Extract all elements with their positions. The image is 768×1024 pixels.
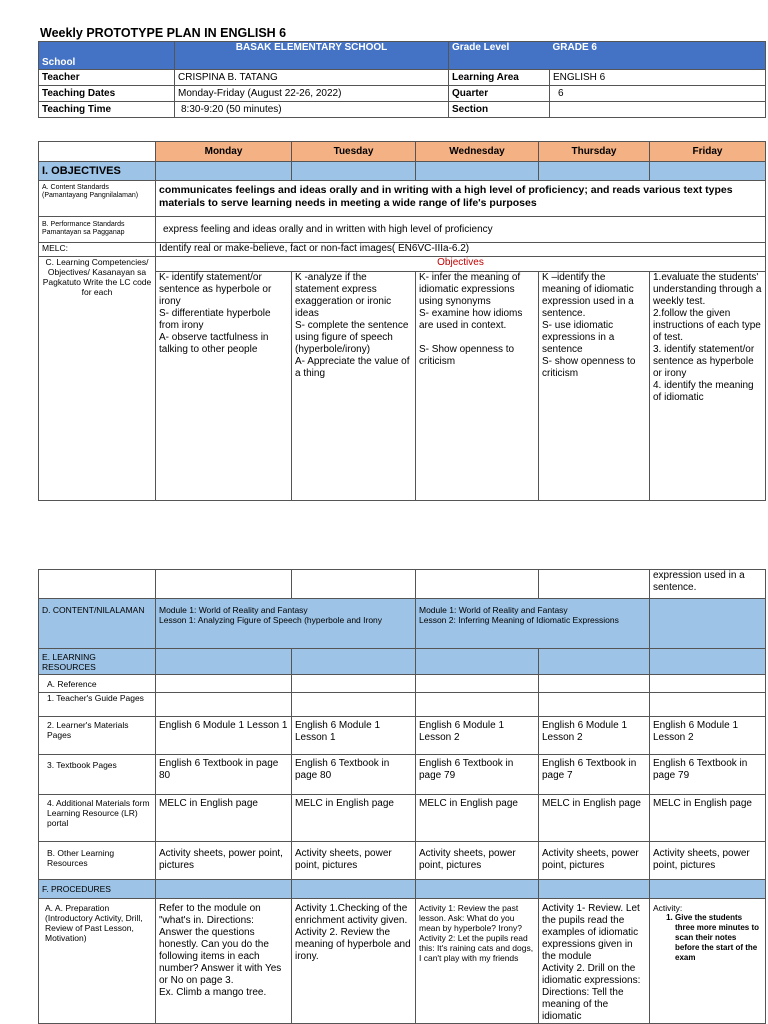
tb-tuesday: English 6 Textbook in page 80 xyxy=(292,755,416,795)
prep-tuesday: Activity 1.Checking of the enrichment activity given. Activity 2. Review the meaning of hyperbole and irony. xyxy=(292,899,416,1024)
other-resources-label: B. Other Learning Resources xyxy=(39,842,156,880)
melc-text: Identify real or make-believe, fact or non-fact images( EN6VC-IIIa-6.2) xyxy=(156,243,766,257)
section-value xyxy=(550,102,766,118)
prep-wednesday: Activity 1: Review the past lesson. Ask: What do you mean by hyperbole? Irony? Activity 2: Let the pupils read this: It's raining cats and dogs, I can't play with my friends xyxy=(416,899,539,1024)
melc-label: MELC: xyxy=(39,243,156,257)
prep-friday-list xyxy=(653,913,762,963)
other-wednesday: Activity sheets, power point, pictures xyxy=(416,842,539,880)
objectives-tuesday: K -analyze if the statement express exaggeration or ironic ideas S- complete the sentence using figure of speech (hyperbole/irony) A- Appreciate the value of a thing xyxy=(292,272,416,501)
tb-monday: English 6 Textbook in page 80 xyxy=(156,755,292,795)
lm-friday: English 6 Module 1 Lesson 2 xyxy=(650,717,766,755)
teacher-value: CRISPINA B. TATANG xyxy=(175,70,449,86)
learning-competencies-label: C. Learning Competencies/ Objectives/ Kasanayan sa Pagkatuto Write the LC code for each xyxy=(39,257,156,501)
header-table xyxy=(38,41,766,118)
document-title: Weekly PROTOTYPE PLAN IN ENGLISH 6 xyxy=(40,26,287,40)
teachers-guide-label: 1. Teacher's Guide Pages xyxy=(39,693,156,717)
quarter-value: 6 xyxy=(550,86,766,102)
objectives-monday: K- identify statement/or sentence as hyperbole or irony S- differentiate hyperbole from irony A- observe tactfulness in talking to other people xyxy=(156,272,292,501)
prep-monday: Refer to the module on "what's in. Directions: Answer the questions honestly. Can you do the following items in each number? Answer it with Yes or No on page 3. Ex. Climb a mango tree. xyxy=(156,899,292,1024)
grade-value: GRADE 6 xyxy=(550,42,766,70)
objectives-friday-continued: expression used in a sentence. xyxy=(650,570,766,599)
learners-materials-label: 2. Learner's Materials Pages xyxy=(39,717,156,755)
day-wednesday: Wednesday xyxy=(416,142,539,162)
reference-label: A. Reference xyxy=(39,675,156,693)
school-label: School xyxy=(39,42,175,70)
textbook-label: 3. Textbook Pages xyxy=(39,755,156,795)
add-thursday: MELC in English page xyxy=(539,795,650,842)
quarter-label: Quarter xyxy=(449,86,550,102)
content-standards-text: communicates feelings and ideas orally and in writing with a high level of proficiency; and reads various text types materials to serve learning needs in meeting a wide range of life's purposes xyxy=(156,181,766,217)
section-label: Section xyxy=(449,102,550,118)
content-standards-label: A. Content Standards (Pamantayang Pangnilalaman) xyxy=(39,181,156,217)
school-value: BASAK ELEMENTARY SCHOOL xyxy=(175,42,449,70)
prep-friday-item: 1. Give the students three more minutes to scan their notes before the start of the exam xyxy=(675,913,762,963)
performance-standards-text: express feeling and ideas orally and in written with high level of proficiency xyxy=(156,217,766,243)
other-monday: Activity sheets, power point, pictures xyxy=(156,842,292,880)
objectives-heading: I. OBJECTIVES xyxy=(39,162,156,181)
lm-tuesday: English 6 Module 1 Lesson 1 xyxy=(292,717,416,755)
other-thursday: Activity sheets, power point, pictures xyxy=(539,842,650,880)
teacher-label: Teacher xyxy=(39,70,175,86)
grade-label: Grade Level xyxy=(449,42,550,70)
other-friday: Activity sheets, power point, pictures xyxy=(650,842,766,880)
objectives-friday: 1.evaluate the students' understanding through a weekly test. 2.follow the given instructions of each type of test. 3. identify statement/or sentence as hyperbole or irony 4. identify the meaning of idiomatic xyxy=(650,272,766,501)
blank-corner xyxy=(39,142,156,162)
add-monday: MELC in English page xyxy=(156,795,292,842)
prep-friday xyxy=(650,899,766,1024)
lm-monday: English 6 Module 1 Lesson 1 xyxy=(156,717,292,755)
area-label: Learning Area xyxy=(449,70,550,86)
performance-standards-label: B. Performance Standards Pamantayan sa Pagganap xyxy=(39,217,156,243)
add-wednesday: MELC in English page xyxy=(416,795,539,842)
dates-label: Teaching Dates xyxy=(39,86,175,102)
day-tuesday: Tuesday xyxy=(292,142,416,162)
time-label: Teaching Time xyxy=(39,102,175,118)
tb-friday: English 6 Textbook in page 79 xyxy=(650,755,766,795)
objectives-subheading: Objectives xyxy=(156,257,766,272)
day-thursday: Thursday xyxy=(539,142,650,162)
lm-thursday: English 6 Module 1 Lesson 2 xyxy=(539,717,650,755)
objectives-table xyxy=(38,141,766,501)
time-value: 8:30-9:20 (50 minutes) xyxy=(175,102,449,118)
area-value: ENGLISH 6 xyxy=(550,70,766,86)
prep-friday-label: Activity: xyxy=(653,903,683,913)
learning-resources-heading: E. LEARNING RESOURCES xyxy=(39,649,156,675)
add-friday: MELC in English page xyxy=(650,795,766,842)
content-label: D. CONTENT/NILALAMAN xyxy=(39,599,156,649)
dates-value: Monday-Friday (August 22-26, 2022) xyxy=(175,86,449,102)
tb-thursday: English 6 Textbook in page 7 xyxy=(539,755,650,795)
procedures-heading: F. PROCEDURES xyxy=(39,880,156,899)
additional-materials-label: 4. Additional Materials form Learning Resource (LR) portal xyxy=(39,795,156,842)
day-friday: Friday xyxy=(650,142,766,162)
objectives-thursday: K –identify the meaning of idiomatic expression used in a sentence. S- use idiomatic expressions in a sentence S- show openness to criticism xyxy=(539,272,650,501)
day-monday: Monday xyxy=(156,142,292,162)
lm-wednesday: English 6 Module 1 Lesson 2 xyxy=(416,717,539,755)
content-wednesday-thursday: Module 1: World of Reality and Fantasy Lesson 2: Inferring Meaning of Idiomatic Expressions xyxy=(416,599,650,649)
other-tuesday: Activity sheets, power point, pictures xyxy=(292,842,416,880)
objectives-wednesday: K- infer the meaning of idiomatic expressions using synonyms S- examine how idioms are used in context. S- Show openness to criticism xyxy=(416,272,539,501)
add-tuesday: MELC in English page xyxy=(292,795,416,842)
preparation-label: A. A. Preparation (Introductory Activity, Drill, Review of Past Lesson, Motivation) xyxy=(39,899,156,1024)
tb-wednesday: English 6 Textbook in page 79 xyxy=(416,755,539,795)
prep-thursday: Activity 1- Review. Let the pupils read the examples of idiomatic expressions given in the module Activity 2. Drill on the idiomatic expressions: Directions: Tell the meaning of the idiomatic xyxy=(539,899,650,1024)
content-monday-tuesday: Module 1: World of Reality and Fantasy Lesson 1: Analyzing Figure of Speech (hyperbole and Irony xyxy=(156,599,416,649)
plan-table-continued xyxy=(38,569,766,1024)
